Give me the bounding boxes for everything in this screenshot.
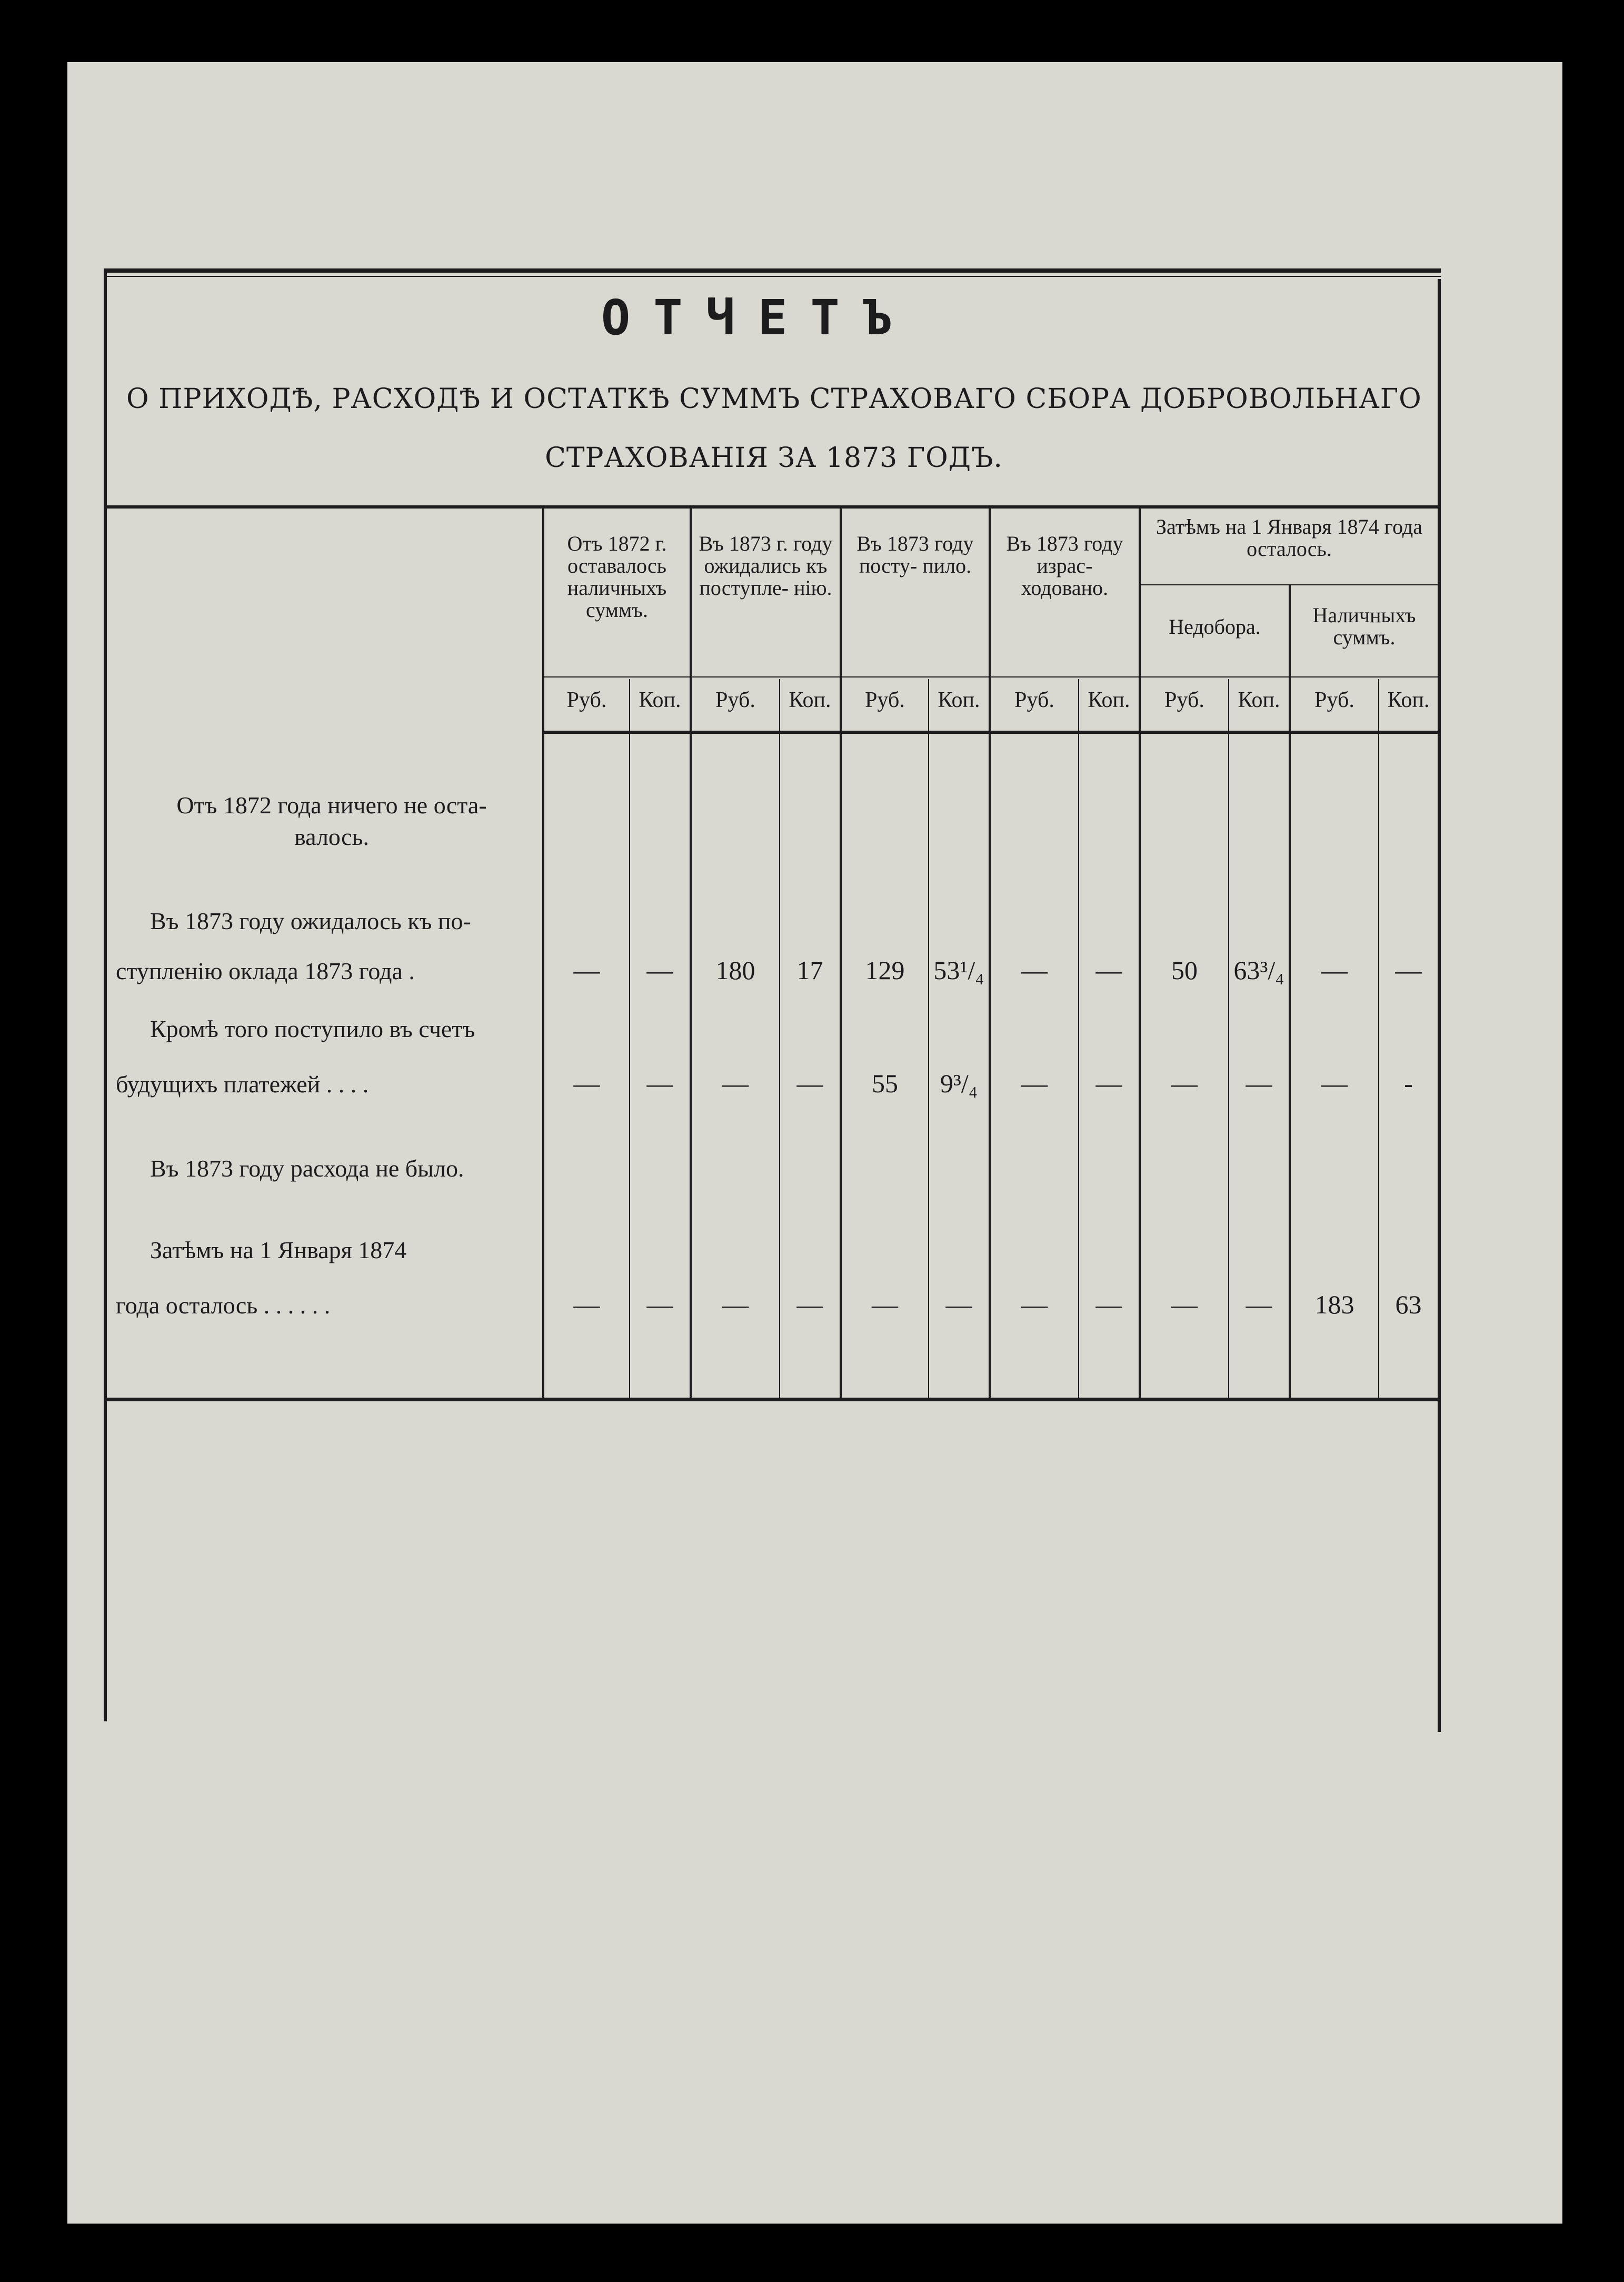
frame-top-rule (104, 268, 1441, 273)
table-cell: - (1404, 1069, 1413, 1098)
table-cell: — (796, 1290, 823, 1319)
report-subtitle-line1: О ПРИХОДѢ, РАСХОДѢ И ОСТАТКѢ СУММЪ СТРАХОВАГО СБОРА ДОБРОВОЛЬНАГО (126, 383, 1422, 415)
table-cell: — (646, 1290, 673, 1319)
header-sub-rule (1139, 584, 1438, 585)
unit-kop: Коп. (1238, 688, 1280, 712)
table-cell: — (1246, 1069, 1272, 1098)
table-cell: — (796, 1069, 823, 1098)
unit-rub: Руб. (715, 688, 755, 712)
table-cell: — (573, 1290, 600, 1319)
unit-kop: Коп. (1088, 688, 1130, 712)
table-cell: — (573, 1069, 600, 1098)
table-cell: 50 (1171, 955, 1198, 985)
table-cell: — (1095, 955, 1122, 985)
table-cell: 63 (1395, 1290, 1422, 1319)
unit-rub: Руб. (1014, 688, 1054, 712)
table-cell: — (1171, 1290, 1198, 1319)
col-header-c3: Въ 1873 году посту- пило. (856, 532, 974, 577)
table-cell: — (646, 955, 673, 985)
col-divider (690, 509, 692, 1398)
table-cell: — (646, 1069, 673, 1098)
table-cell: — (872, 1290, 898, 1319)
frame-right-rule (1438, 279, 1441, 1732)
col-header-c5-cash: Наличныхъ суммъ. (1312, 603, 1416, 649)
row-label-line: будущихъ платежей . . . . (116, 1071, 369, 1098)
table-cell: — (945, 1290, 972, 1319)
col-header-c4: Въ 1873 году израс- ходовано. (1006, 532, 1123, 600)
table-bottom-rule (107, 1398, 1438, 1401)
frame-left-rule (104, 268, 107, 1721)
report-subtitle-line2: СТРАХОВАНІЯ ЗА 1873 ГОДЪ. (545, 442, 1003, 474)
table-cell: 180 (715, 955, 755, 985)
header-top-rule (107, 505, 1438, 509)
unit-rub: Руб. (566, 688, 607, 712)
table-cell: 129 (865, 955, 905, 985)
table-cell: — (573, 955, 600, 985)
col-divider (840, 509, 842, 1398)
unit-kop: Коп. (1387, 688, 1430, 712)
row-label-line: Кромѣ того поступило въ счетъ (150, 1015, 475, 1042)
row-label-line: Отъ 1872 года ничего не оста- (176, 792, 487, 819)
unit-rub: Руб. (865, 688, 905, 712)
col-header-c5-shortfall: Недобора. (1169, 615, 1261, 639)
report-title: ОТЧЕТЪ (601, 290, 915, 346)
row-label-line: ступленію оклада 1873 года . (116, 958, 415, 984)
header-bottom-rule (542, 731, 1438, 734)
unit-kop: Коп. (938, 688, 980, 712)
table-cell: — (1321, 1069, 1348, 1098)
table-cell: — (1246, 1290, 1272, 1319)
table-cell: — (1095, 1069, 1122, 1098)
table-cell: — (722, 1069, 749, 1098)
row-label-line: Затѣмъ на 1 Января 1874 (150, 1237, 407, 1263)
table-cell: 9³/₄ (940, 1069, 978, 1098)
row-label-line: Въ 1873 году ожидалось къ по- (150, 908, 471, 934)
header-mid-rule (542, 676, 1438, 677)
row-label-line: валось. (294, 823, 369, 850)
table-cell: — (1095, 1290, 1122, 1319)
row-label-line: года осталось . . . . . . (116, 1292, 331, 1319)
table-cell: — (1021, 955, 1048, 985)
col-header-c2: Въ 1873 г. году ожидались къ поступле- нію. (699, 532, 833, 600)
col-header-c5: Затѣмъ на 1 Января 1874 года осталось. (1155, 515, 1423, 561)
unit-kop: Коп. (639, 688, 681, 712)
unit-rub: Руб. (1314, 688, 1354, 712)
table-cell: 63³/₄ (1233, 955, 1284, 985)
unit-rub: Руб. (1164, 688, 1204, 712)
col-divider (542, 509, 544, 1398)
table-cell: 183 (1314, 1290, 1354, 1319)
table-cell: — (1021, 1290, 1048, 1319)
col-divider (989, 509, 991, 1398)
row-label-line: Въ 1873 году расхода не было. (150, 1155, 464, 1182)
table-cell: — (1321, 955, 1348, 985)
table-cell: 55 (872, 1069, 898, 1098)
table-cell: — (1021, 1069, 1048, 1098)
col-divider (1139, 509, 1141, 1398)
col-header-c1: Отъ 1872 г. оставалось наличныхъ суммъ. (567, 532, 667, 622)
table-cell: — (1171, 1069, 1198, 1098)
unit-kop: Коп. (789, 688, 831, 712)
table-cell: — (722, 1290, 749, 1319)
table-cell: — (1395, 955, 1422, 985)
frame-top-thin-rule (104, 276, 1441, 277)
table-cell: 53¹/₄ (933, 955, 984, 985)
table-cell: 17 (796, 955, 823, 985)
